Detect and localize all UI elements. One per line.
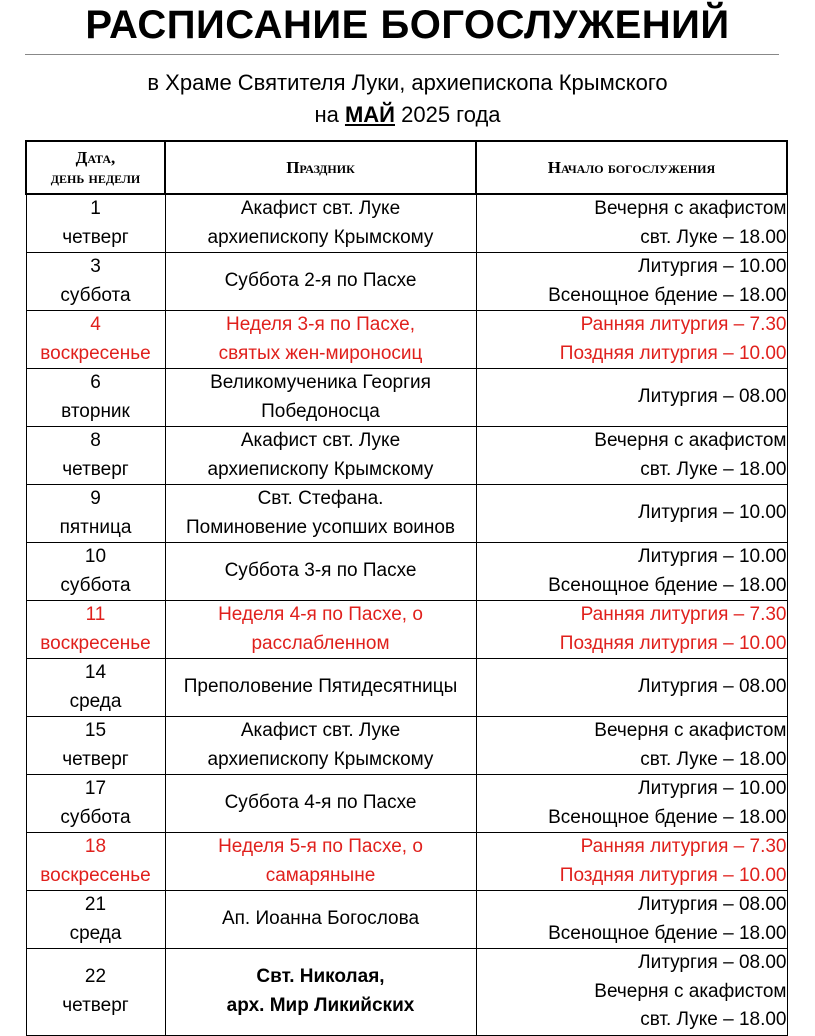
weekday-label: четверг xyxy=(62,994,129,1016)
feast-line: Великомученика Георгия xyxy=(210,372,431,393)
date-cell xyxy=(26,194,165,253)
weekday-label: воскресенье xyxy=(40,864,151,886)
table-row xyxy=(26,253,787,311)
service-cell xyxy=(476,485,787,543)
service-line: Поздняя литургия – 10.00 xyxy=(559,864,787,886)
month-suffix: 2025 года xyxy=(401,102,501,127)
date-cell xyxy=(26,485,165,543)
service-line: Ранняя литургия – 7.30 xyxy=(580,836,787,857)
weekday-label: четверг xyxy=(62,458,129,480)
service-line: Ранняя литургия – 7.30 xyxy=(580,314,787,335)
service-line: Литургия – 08.00 xyxy=(638,676,787,698)
service-line: Литургия – 08.00 xyxy=(638,952,787,973)
feast-line: Поминовение усопших воинов xyxy=(185,516,456,538)
feast-line: Ап. Иоанна Богослова xyxy=(221,908,420,930)
service-line: Вечерня с акафистом xyxy=(594,980,787,1002)
weekday-label: суббота xyxy=(60,806,131,828)
weekday-label: четверг xyxy=(62,748,129,770)
service-cell xyxy=(476,833,787,891)
feast-line: расслабленном xyxy=(251,632,390,654)
service-cell xyxy=(476,891,787,949)
feast-line: святых жен-мироносиц xyxy=(218,342,423,364)
header-date-line2: день недели xyxy=(50,167,141,187)
table-row xyxy=(26,891,787,949)
service-line: Поздняя литургия – 10.00 xyxy=(559,632,787,654)
weekday-label: четверг xyxy=(62,226,129,248)
feast-line: архиепископу Крымскому xyxy=(207,748,434,770)
weekday-label: вторник xyxy=(61,400,130,422)
weekday-label: среда xyxy=(69,690,122,712)
feast-line: Акафист свт. Луке xyxy=(240,720,401,741)
service-cell xyxy=(476,253,787,311)
table-row xyxy=(26,601,787,659)
month-prefix: на xyxy=(314,102,339,127)
feast-cell xyxy=(165,949,476,1036)
service-line: Ранняя литургия – 7.30 xyxy=(580,604,787,625)
feast-cell xyxy=(165,485,476,543)
service-line: Поздняя литургия – 10.00 xyxy=(559,342,787,364)
feast-line: Суббота 3-я по Пасхе xyxy=(224,560,417,582)
schedule-table xyxy=(25,140,788,1036)
service-cell xyxy=(476,369,787,427)
header-date-line1: Дата, xyxy=(75,147,116,167)
service-line: Литургия – 10.00 xyxy=(638,778,787,799)
weekday-label: среда xyxy=(69,922,122,944)
service-cell xyxy=(476,427,787,485)
feast-line: самаряныне xyxy=(265,864,376,886)
day-number: 6 xyxy=(90,372,101,393)
feast-line: Неделя 3-я по Пасхе, xyxy=(226,314,415,335)
service-cell xyxy=(476,717,787,775)
service-cell xyxy=(476,194,787,253)
day-number: 21 xyxy=(84,894,107,915)
table-row xyxy=(26,485,787,543)
feast-line: Свт. Стефана. xyxy=(257,488,384,509)
schedule-body xyxy=(26,194,787,1035)
feast-cell xyxy=(165,891,476,949)
service-line: свт. Луке – 18.00 xyxy=(640,458,787,480)
day-number: 4 xyxy=(90,314,101,335)
table-row xyxy=(26,543,787,601)
feast-line: Акафист свт. Луке xyxy=(240,430,401,451)
page-title: РАСПИСАНИЕ БОГОСЛУЖЕНИЙ xyxy=(85,3,730,47)
feast-line: Неделя 4-я по Пасхе, о xyxy=(218,604,423,625)
table-row xyxy=(26,311,787,369)
date-cell xyxy=(26,659,165,717)
date-cell xyxy=(26,601,165,659)
weekday-label: суббота xyxy=(60,574,131,596)
feast-cell xyxy=(165,775,476,833)
day-number: 1 xyxy=(90,198,101,219)
weekday-label: суббота xyxy=(60,284,131,306)
service-line: Литургия – 10.00 xyxy=(638,502,787,524)
date-cell xyxy=(26,717,165,775)
service-cell xyxy=(476,775,787,833)
page-subtitle: в Храме Святителя Луки, архиепископа Крымского xyxy=(147,70,668,95)
feast-line: Победоносца xyxy=(261,400,380,422)
feast-cell xyxy=(165,717,476,775)
feast-cell xyxy=(165,311,476,369)
day-number: 10 xyxy=(84,546,107,567)
service-line: Всенощное бдение – 18.00 xyxy=(548,922,787,944)
date-cell xyxy=(26,949,165,1036)
day-number: 14 xyxy=(84,662,107,683)
feast-cell xyxy=(165,601,476,659)
day-number: 17 xyxy=(84,778,107,799)
feast-line: Свт. Николая, xyxy=(256,966,385,988)
feast-cell xyxy=(165,659,476,717)
day-number: 18 xyxy=(84,836,107,857)
date-cell xyxy=(26,833,165,891)
header-service: Начало богослужения xyxy=(476,141,787,194)
day-number: 11 xyxy=(85,604,106,625)
service-line: Литургия – 10.00 xyxy=(638,546,787,567)
day-number: 9 xyxy=(90,488,101,509)
service-cell xyxy=(476,601,787,659)
service-line: Всенощное бдение – 18.00 xyxy=(548,284,787,306)
feast-cell xyxy=(165,253,476,311)
table-row xyxy=(26,775,787,833)
feast-line: Неделя 5-я по Пасхе, о xyxy=(218,836,423,857)
month-line xyxy=(0,100,815,130)
service-line: Всенощное бдение – 18.00 xyxy=(548,574,787,596)
feast-cell xyxy=(165,369,476,427)
weekday-label: воскресенье xyxy=(40,342,151,364)
service-cell xyxy=(476,949,787,1036)
service-line: Вечерня с акафистом xyxy=(594,720,787,741)
service-cell xyxy=(476,311,787,369)
date-cell xyxy=(26,369,165,427)
service-line: Литургия – 08.00 xyxy=(638,386,787,408)
feast-cell xyxy=(165,543,476,601)
feast-line: архиепископу Крымскому xyxy=(207,226,434,248)
date-cell xyxy=(26,253,165,311)
month-name: МАЙ xyxy=(344,102,395,127)
service-line: Литургия – 08.00 xyxy=(638,894,787,915)
date-cell xyxy=(26,775,165,833)
feast-line: Акафист свт. Луке xyxy=(240,198,401,219)
day-number: 3 xyxy=(90,256,101,277)
day-number: 22 xyxy=(84,966,107,988)
title-divider xyxy=(25,54,779,55)
feast-cell xyxy=(165,833,476,891)
feast-cell xyxy=(165,427,476,485)
date-cell xyxy=(26,311,165,369)
table-row xyxy=(26,369,787,427)
service-line: Всенощное бдение – 18.00 xyxy=(548,806,787,828)
service-line: Литургия – 10.00 xyxy=(638,256,787,277)
feast-line: Преполовение Пятидесятницы xyxy=(183,676,458,698)
header-date xyxy=(26,141,165,194)
header-feast: Праздник xyxy=(165,141,476,194)
date-cell xyxy=(26,427,165,485)
feast-line: Суббота 4-я по Пасхе xyxy=(224,792,417,814)
service-line: Вечерня с акафистом xyxy=(594,430,787,451)
day-number: 15 xyxy=(84,720,107,741)
feast-line: архиепископу Крымскому xyxy=(207,458,434,480)
date-cell xyxy=(26,543,165,601)
feast-line: арх. Мир Ликийских xyxy=(226,994,415,1016)
table-row xyxy=(26,949,787,1036)
date-cell xyxy=(26,891,165,949)
table-row xyxy=(26,427,787,485)
weekday-label: воскресенье xyxy=(40,632,151,654)
service-line: свт. Луке – 18.00 xyxy=(640,226,787,248)
day-number: 8 xyxy=(90,430,101,451)
service-cell xyxy=(476,543,787,601)
service-line: свт. Луке – 18.00 xyxy=(640,1009,787,1030)
feast-line: Суббота 2-я по Пасхе xyxy=(224,270,417,292)
table-header-row xyxy=(26,141,787,194)
service-line: Вечерня с акафистом xyxy=(594,198,787,219)
weekday-label: пятница xyxy=(59,516,132,538)
table-row xyxy=(26,717,787,775)
table-row xyxy=(26,833,787,891)
table-row xyxy=(26,659,787,717)
table-row xyxy=(26,194,787,253)
service-cell xyxy=(476,659,787,717)
service-line: свт. Луке – 18.00 xyxy=(640,748,787,770)
feast-cell xyxy=(165,194,476,253)
